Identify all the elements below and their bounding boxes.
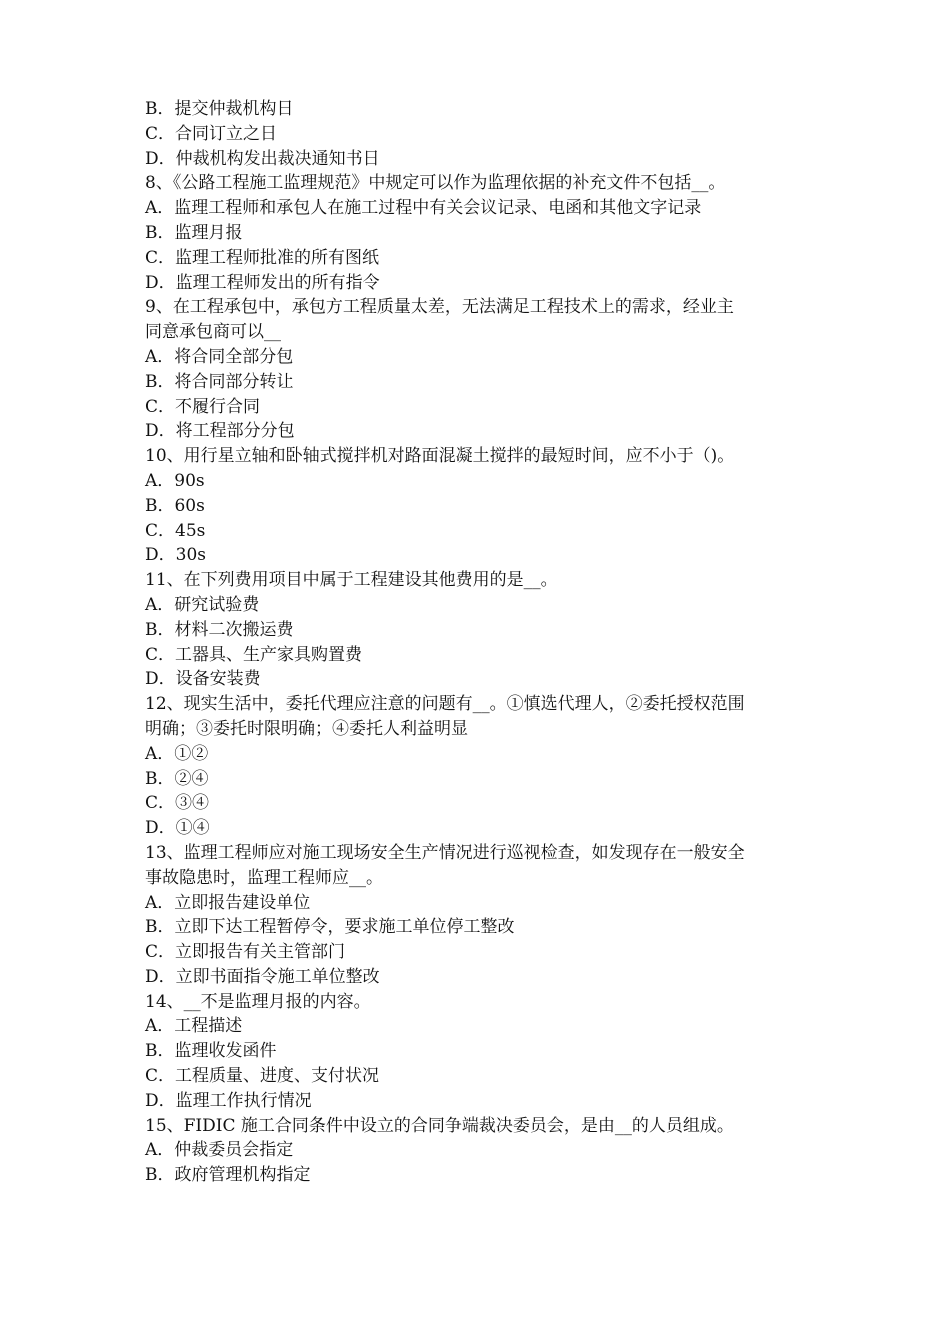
question-10: 10、用行星立轴和卧轴式搅拌机对路面混凝土搅拌的最短时间，应不小于（)。 (145, 446, 735, 467)
question-12-line-2: 明确；③委托时限明确；④委托人利益明显 (145, 718, 468, 739)
option-b-line: B．提交仲裁机构日 (145, 99, 294, 119)
q12-option-d: D．①④ (145, 818, 210, 839)
q8-option-b: B．监理月报 (145, 222, 243, 243)
q10-option-c: C．45s (145, 520, 206, 541)
q9-option-c: C．不履行合同 (145, 396, 261, 417)
q9-option-d: D．将工程部分分包 (145, 421, 295, 442)
q15-option-b: B．政府管理机构指定 (145, 1165, 311, 1186)
question-15: 15、FIDIC 施工合同条件中设立的合同争端裁决委员会，是由__的人员组成。 (145, 1115, 734, 1136)
q8-option-a: A．监理工程师和承包人在施工过程中有关会议记录、电函和其他文字记录 (145, 198, 702, 219)
question-13-line-2: 事故隐患时，监理工程师应__。 (145, 867, 383, 888)
q12-option-b: B．②④ (145, 768, 209, 789)
option-c-line: C．合同订立之日 (145, 123, 278, 144)
question-9-line-2: 同意承包商可以__ (145, 322, 281, 343)
q12-option-a: A．①② (145, 743, 209, 764)
q13-option-b: B．立即下达工程暂停令，要求施工单位停工整改 (145, 917, 515, 938)
q13-option-c: C．立即报告有关主管部门 (145, 942, 346, 963)
question-12-line-1: 12、现实生活中，委托代理应注意的问题有__。①慎选代理人，②委托授权范围 (145, 694, 745, 715)
q9-option-a: A．将合同全部分包 (145, 346, 294, 367)
option-d-line: D．仲裁机构发出裁决通知书日 (145, 148, 380, 169)
q15-option-a: A．仲裁委员会指定 (145, 1140, 294, 1161)
q9-option-b: B．将合同部分转让 (145, 371, 294, 392)
q11-option-c: C．工器具、生产家具购置费 (145, 644, 363, 665)
q11-option-b: B．材料二次搬运费 (145, 619, 294, 640)
q10-option-b: B．60s (145, 495, 205, 516)
question-9-line-1: 9、在工程承包中，承包方工程质量太差，无法满足工程技术上的需求，经业主 (145, 297, 734, 318)
q14-option-b: B．监理收发函件 (145, 1041, 277, 1062)
q11-option-a: A．研究试验费 (145, 594, 260, 615)
question-13-line-1: 13、监理工程师应对施工现场安全生产情况进行巡视检查，如发现存在一般安全 (145, 842, 745, 863)
q11-option-d: D．设备安装费 (145, 669, 261, 690)
question-8: 8、《公路工程施工监理规范》中规定可以作为监理依据的补充文件不包括__。 (145, 173, 726, 194)
q14-option-d: D．监理工作执行情况 (145, 1090, 312, 1111)
q8-option-d: D．监理工程师发出的所有指令 (145, 272, 380, 293)
q13-option-d: D．立即书面指令施工单位整改 (145, 966, 380, 987)
q12-option-c: C．③④ (145, 793, 210, 814)
q13-option-a: A．立即报告建设单位 (145, 892, 311, 913)
question-14: 14、__不是监理月报的内容。 (145, 991, 371, 1012)
q8-option-c: C．监理工程师批准的所有图纸 (145, 247, 380, 268)
question-11: 11、在下列费用项目中属于工程建设其他费用的是__。 (145, 570, 558, 591)
q10-option-d: D．30s (145, 545, 206, 566)
q10-option-a: A．90s (145, 470, 205, 491)
q14-option-c: C．工程质量、进度、支付状况 (145, 1066, 380, 1087)
document-page (145, 97, 815, 1188)
q14-option-a: A．工程描述 (145, 1016, 243, 1037)
